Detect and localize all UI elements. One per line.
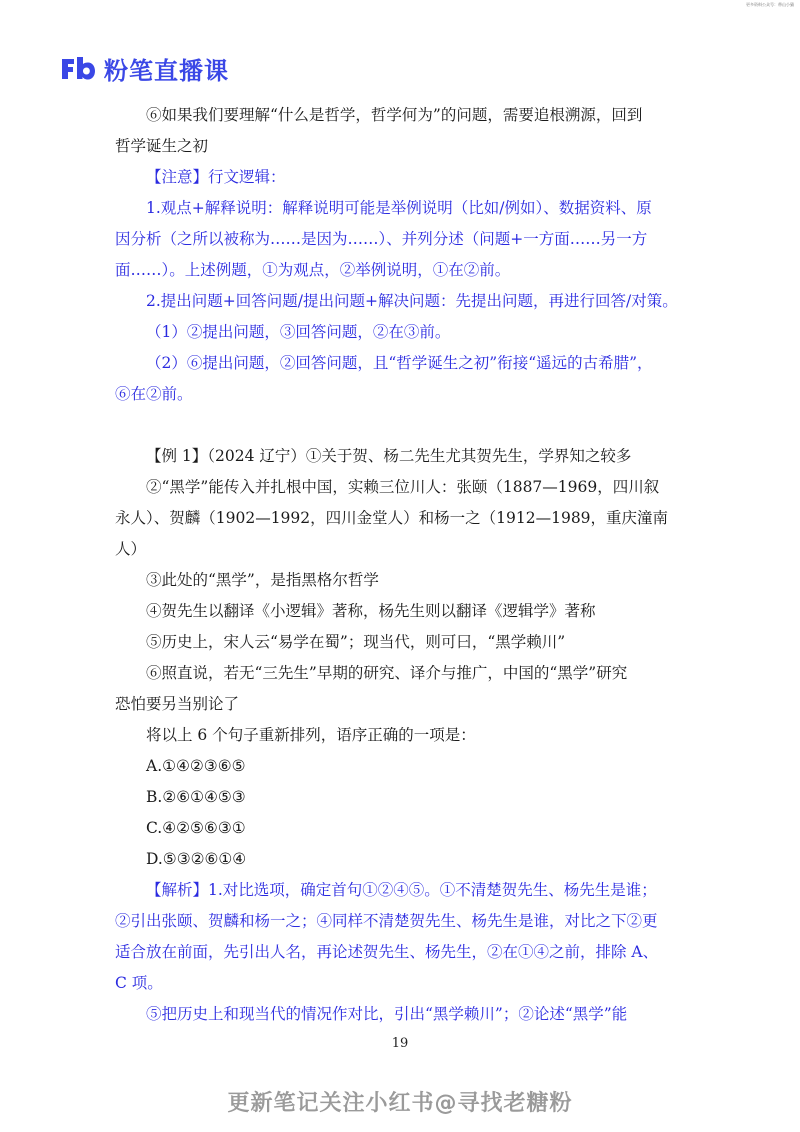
example-sentence-2-line2: 永人）、贺麟（1902—1992，四川金堂人）和杨一之（1912—1989，重庆潼南人） <box>115 509 669 558</box>
example-sentence-2-line1: ②“黑学”能传入并扎根中国，实赖三位川人：张颐（1887—1969，四川叙 <box>146 478 660 496</box>
document-body <box>115 100 687 1030</box>
header <box>60 52 229 84</box>
option-d: D.⑤③②⑥①④ <box>146 850 247 868</box>
option-a: A.①④②③⑥⑤ <box>146 757 246 775</box>
example-sentence-4: ④贺先生以翻译《小逻辑》著称，杨先生则以翻译《逻辑学》著称 <box>146 602 596 620</box>
question-stem: 将以上 6 个句子重新排列，语序正确的一项是： <box>146 726 476 744</box>
example-sentence-6-line2: 恐怕要另当别论了 <box>115 695 240 713</box>
sentence-6-line1: ⑥如果我们要理解“什么是哲学，哲学何为”的问题，需要追根溯源，回到 <box>146 106 643 124</box>
note-1-line3: 面……）。上述例题，①为观点，②举例说明，①在②前。 <box>115 261 511 279</box>
footer-watermark: 更新笔记关注小红书@寻找老糖粉 <box>227 1091 573 1116</box>
example-sentence-1: 【例 1】（2024 辽宁）①关于贺、杨二先生尤其贺先生，学界知之较多 <box>146 447 632 465</box>
analysis-line2: ②引出张颐、贺麟和杨一之；④同样不清楚贺先生、杨先生是谁，对比之下②更 <box>115 912 658 930</box>
note-2-item2-line2: ⑥在②前。 <box>115 385 193 403</box>
note-2-item2-line1: （2）⑥提出问题，②回答问题，且“哲学诞生之初”衔接“遥远的古希腊”， <box>146 354 653 372</box>
note-2-item1: （1）②提出问题，③回答问题，②在③前。 <box>146 323 451 341</box>
sentence-6-line2: 哲学诞生之初 <box>115 137 209 155</box>
note-2: 2.提出问题+回答问题/提出问题+解决问题：先提出问题，再进行回答/对策。 <box>146 292 678 310</box>
example-sentence-3: ③此处的“黑学”，是指黑格尔哲学 <box>146 571 379 589</box>
analysis-line3: 适合放在前面，先引出人名，再论述贺先生、杨先生，②在①④之前，排除 A、 <box>115 943 659 961</box>
note-1-line2: 因分析（之所以被称为……是因为……）、并列分述（问题+一方面……另一方 <box>115 230 648 248</box>
example-sentence-5: ⑤历史上，宋人云“易学在蜀”；现当代，则可曰，“黑学赖川” <box>146 633 566 651</box>
analysis-line1: 【解析】1.对比选项，确定首句①②④⑤。①不清楚贺先生、杨先生是谁； <box>146 881 657 899</box>
note-title: 【注意】行文逻辑： <box>146 168 286 186</box>
option-c: C.④②⑤⑥③① <box>146 819 246 837</box>
note-1-line1: 1.观点+解释说明：解释说明可能是举例说明（比如/例如）、数据资料、原 <box>146 199 652 217</box>
brand-name: 粉笔直播课 <box>104 56 229 85</box>
analysis-line4: C 项。 <box>115 974 163 992</box>
option-b: B.②⑥①④⑤③ <box>146 788 246 806</box>
corner-note: 更多资料公众号：带山小猫 <box>746 2 794 7</box>
fb-logo-icon <box>60 55 96 81</box>
spacer <box>115 410 687 441</box>
page-number: 19 <box>391 1036 409 1051</box>
analysis-line5: ⑤把历史上和现当代的情况作对比，引出“黑学赖川”；②论述“黑学”能 <box>146 1005 628 1023</box>
example-sentence-6-line1: ⑥照直说，若无“三先生”早期的研究、译介与推广，中国的“黑学”研究 <box>146 664 628 682</box>
